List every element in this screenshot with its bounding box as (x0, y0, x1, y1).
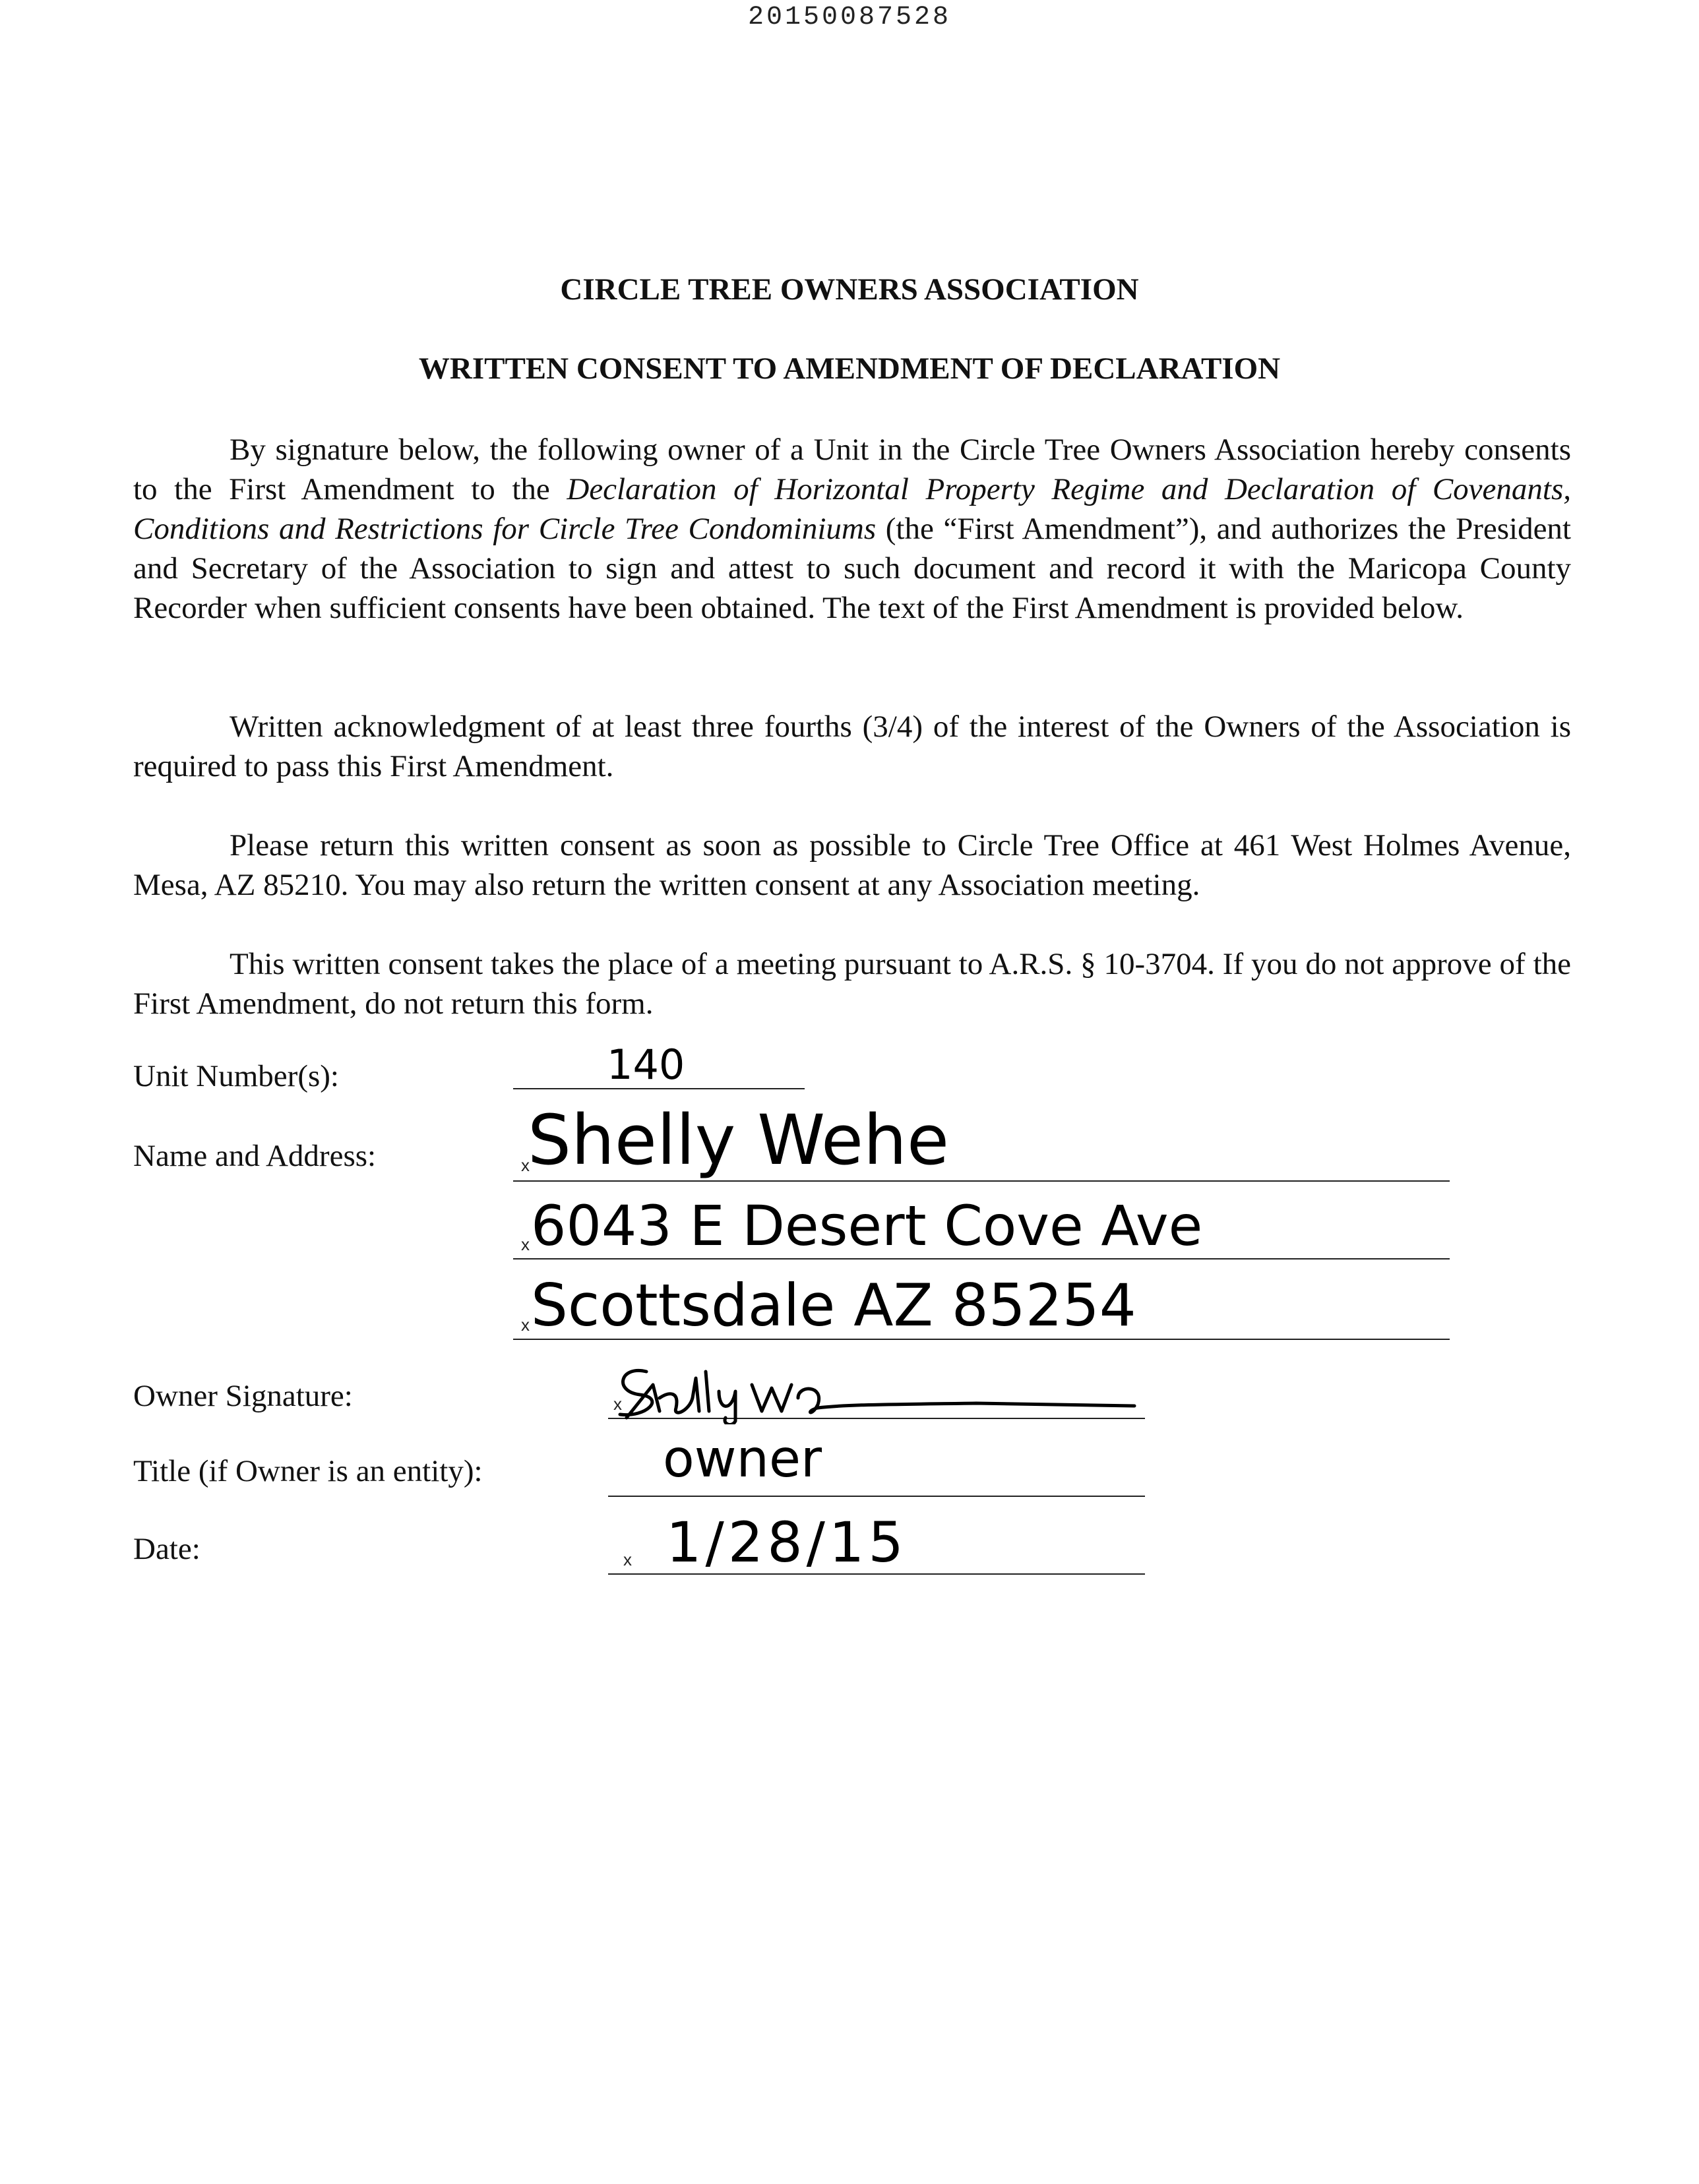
name-x-mark: x (521, 1155, 530, 1175)
owner-name-handwritten: Shelly Wehe (528, 1100, 949, 1180)
declaration-title: Declaration of Horizontal Property Regime and Declaration of Covenants, Conditions and Restrictions for Circle Tree Condominiums (133, 472, 1571, 546)
address-line1-handwritten: 6043 E Desert Cove Ave (531, 1194, 1203, 1258)
address-x-mark: x (521, 1234, 530, 1254)
document-subtitle: WRITTEN CONSENT TO AMENDMENT OF DECLARATION (418, 351, 1281, 386)
consent-paragraph (133, 430, 1571, 628)
unit-number-label: Unit Number(s): (133, 1059, 339, 1093)
acknowledgment-text: Written acknowledgment of at least three fourths (3/4) of the interest of the Owners of the Association is required to pass this First Amendment. (133, 710, 1571, 783)
address-line-1 (513, 1258, 1450, 1259)
name-address-label: Name and Address: (133, 1139, 377, 1173)
date-label: Date: (133, 1532, 201, 1566)
date-handwritten: 1/28/15 (666, 1510, 908, 1575)
owner-title-label: Title (if Owner is an entity): (133, 1454, 483, 1488)
owner-title-handwritten: owner (663, 1430, 822, 1489)
recording-number: 20150087528 (747, 3, 952, 32)
owner-signature-handwritten (607, 1345, 1148, 1424)
return-text: Please return this written consent as soon as possible to Circle Tree Office at 461 West Holmes Avenue, Mesa, AZ 85210. You may also return the written consent at any Association meeting. (133, 828, 1571, 902)
title-line (608, 1496, 1145, 1497)
date-x-mark: x (623, 1550, 632, 1569)
signature-x-mark: x (613, 1394, 622, 1414)
owner-signature-label: Owner Signature: (133, 1379, 353, 1413)
association-title: CIRCLE TREE OWNERS ASSOCIATION (560, 272, 1139, 307)
unit-number-value: 140 (607, 1041, 685, 1089)
city-x-mark: x (521, 1315, 530, 1335)
name-line (513, 1180, 1450, 1182)
return-paragraph (133, 826, 1571, 905)
meeting-text: This written consent takes the place of a meeting pursuant to A.R.S. § 10-3704. If you do not approve of the First Amendment, do not return this form. (133, 947, 1571, 1021)
consent-text-end: (the “First Amendment”), and authorizes the President and Secretary of the Association to sign and attest to such document and record it with the Maricopa County Recorder when sufficient consents have been obtained. The text of the First Amendment is provided below. (133, 512, 1571, 625)
address-line2-handwritten: Scottsdale AZ 85254 (531, 1271, 1136, 1339)
consent-text-start: By signature below, the following owner of a Unit in the Circle Tree Owners Association hereby consents to the First Amendment to the (133, 433, 1571, 506)
meeting-paragraph (133, 944, 1571, 1023)
acknowledgment-paragraph (133, 707, 1571, 786)
